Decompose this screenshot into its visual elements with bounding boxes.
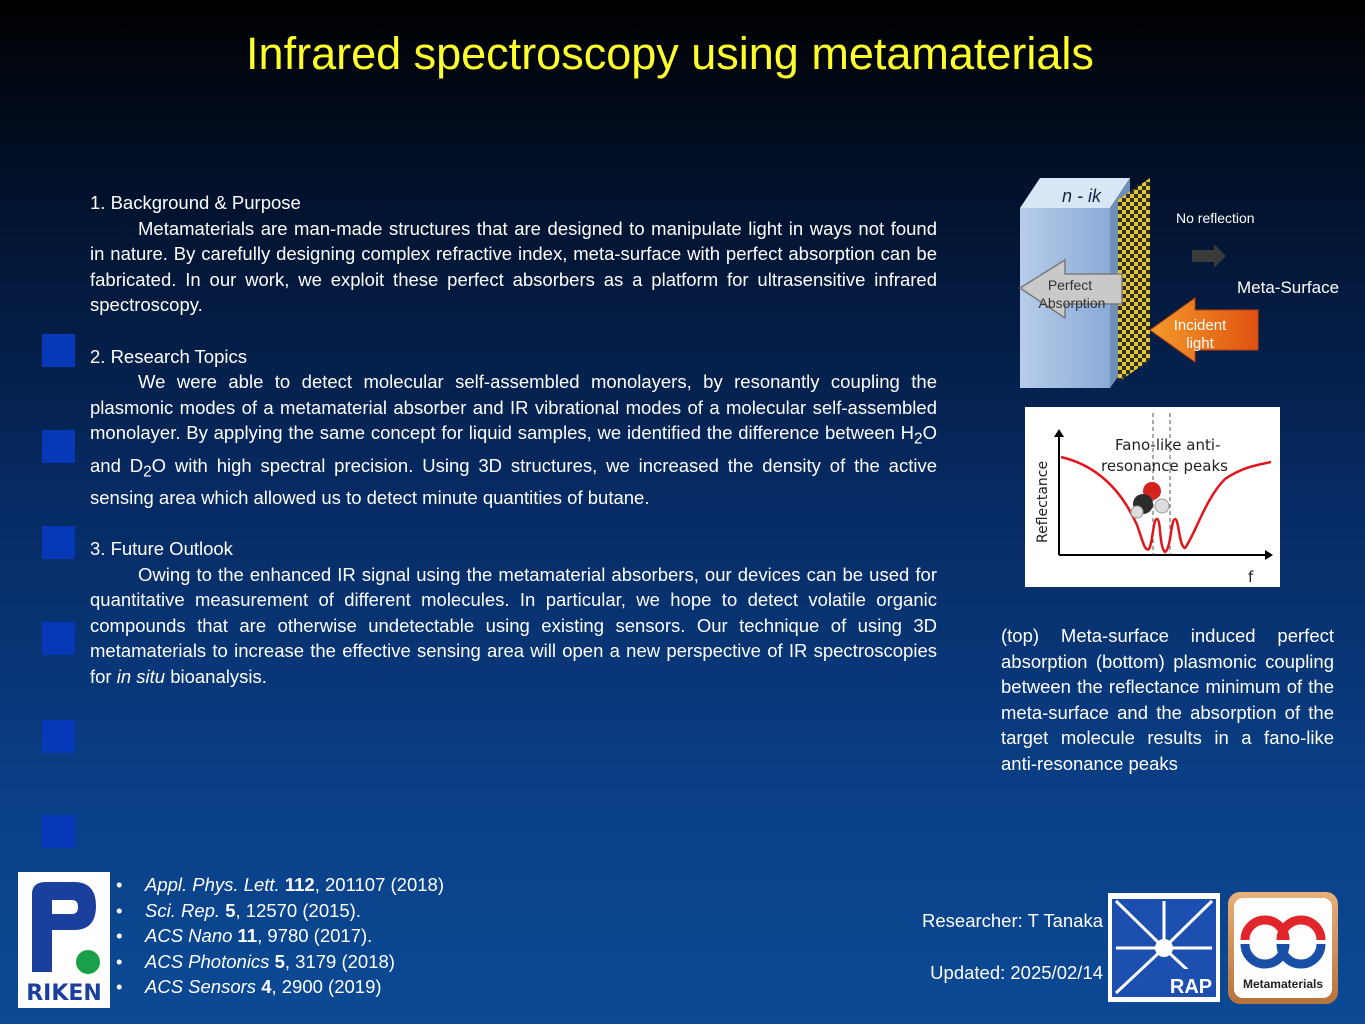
section-paragraph: We were able to detect molecular self-assembled monolayers, by resonantly coupling the plasmonic modes of a metamaterial absorber and IR vibrational modes of a molecular self-assembled monolayer. By applying the same concept for liquid samples, we identified the difference between $H_2O$ and $D_2O$ with high spectral precision. Using 3D structures, we increased the density of the active sensing area which allowed us to detect minute quantities of butane. [90, 371, 937, 508]
body-text [90, 190, 937, 690]
no-reflection-label: No reflection [1176, 210, 1255, 226]
section-paragraph: Owing to the enhanced IR signal using the metamaterial absorbers, our devices can be used for quantitative measurement of different molecules. In particular, we hope to detect volatile organic compounds that are otherwise undetectable using existing sensors. Our technique of using 3D metamaterials to increase the effective sensing area will open a new perspective of IR spectroscopies for in situ bioanalysis. [90, 563, 937, 688]
meta-surface-label: Meta-Surface [1237, 278, 1340, 297]
decor-square [42, 334, 75, 367]
reflectance-figure [1025, 407, 1280, 587]
decor-square [42, 815, 75, 848]
riken-logo [18, 872, 110, 1008]
slide-title: Infrared spectroscopy using metamaterials [246, 28, 1094, 79]
section-heading: 3. Future Outlook [90, 538, 233, 560]
metamaterials-logo [1228, 892, 1338, 1004]
section-heading: 2. Research Topics [90, 345, 247, 367]
svg-text:RAP: RAP [1169, 976, 1213, 998]
figure-caption: (top) Meta-surface induced perfect absorption (bottom) plasmonic coupling between the reflectance minimum of the meta-surface and the absorption of the target molecule results in a fano-like anti-resonance peaks [1001, 625, 1334, 774]
svg-text:RIKEN: RIKEN [26, 981, 102, 1006]
decor-square [42, 622, 75, 655]
rap-logo [1108, 893, 1220, 1002]
svg-text:Incident: Incident [1173, 317, 1227, 334]
decor-square [42, 526, 75, 559]
section-heading: 1. Background & Purpose [90, 192, 301, 213]
updated-label: Updated: 2025/02/14 [930, 962, 1103, 983]
decor-square [42, 720, 75, 753]
svg-text:Perfect: Perfect [1047, 277, 1093, 293]
section-paragraph: Metamaterials are man-made structures that are designed to manipulate light in ways not found in nature. By carefully designing complex refractive index, meta-surface with perfect absorption can be fabricated. In our work, we exploit these perfect absorbers as a platform for ultrasensitive infrared spectroscopy. [90, 217, 937, 316]
reference-list [112, 872, 532, 1000]
svg-text:Metamaterials: Metamaterials [1242, 977, 1324, 991]
svg-text:light: light [1186, 335, 1214, 352]
block-label: n - ik [1062, 186, 1102, 206]
reference-item: • Appl. Phys. Lett. 112, 201107 (2018) [112, 872, 532, 898]
y-axis-label: Reflectance [1035, 460, 1051, 543]
decor-square [42, 430, 75, 463]
metasurface-figure [1010, 170, 1360, 400]
reference-item: • ACS Nano 11, 9780 (2017). [112, 923, 532, 949]
reference-item: • Sci. Rep. 5, 12570 (2015). [112, 898, 532, 924]
reference-item: • ACS Sensors 4, 2900 (2019) [112, 974, 532, 1000]
x-axis-label: f [1248, 568, 1254, 586]
reference-item: • ACS Photonics 5, 3179 (2018) [112, 949, 532, 975]
svg-text:Absorption: Absorption [1038, 295, 1106, 311]
researcher-label: Researcher: T Tanaka [922, 910, 1103, 931]
svg-text:Fano-like anti-: Fano-like anti- [1115, 436, 1221, 454]
svg-text:resonance peaks: resonance peaks [1101, 457, 1228, 475]
